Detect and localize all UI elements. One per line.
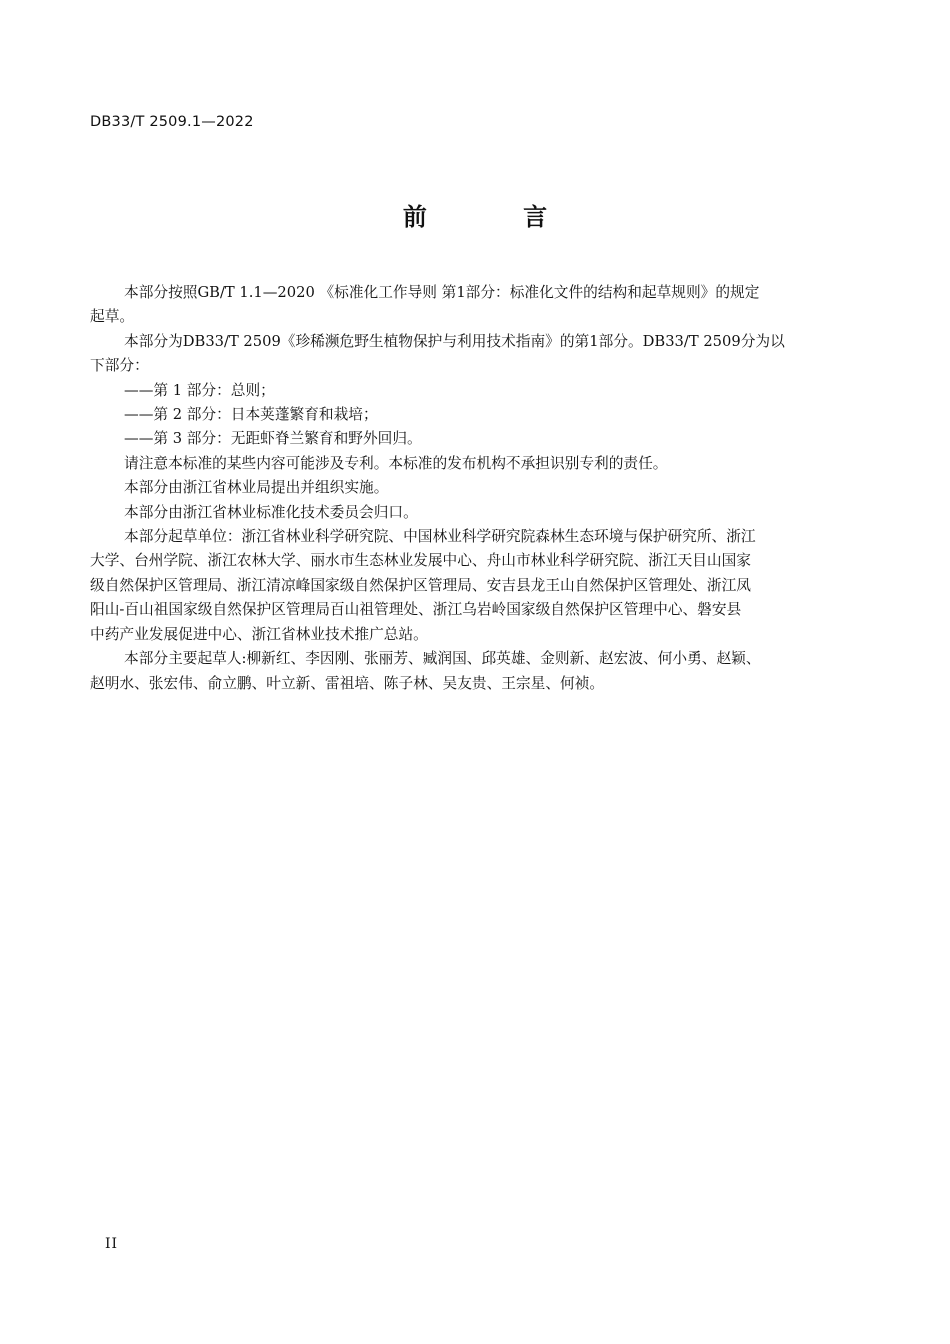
paragraph-line: 本部分由浙江省林业标准化技术委员会归口。 xyxy=(124,503,418,521)
paragraph-line: 起草。 xyxy=(90,308,135,326)
list-item: ——第 2 部分：日本荚蓬繁育和栽培； xyxy=(124,406,378,424)
list-item: ——第 1 部分：总则； xyxy=(124,381,275,399)
paragraph-line: 中药产业发展促进中心、浙江省林业技术推广总站。 xyxy=(90,625,428,643)
paragraph-line: 本部分为DB33/T 2509《珍稀濒危野生植物保护与利用技术指南》的第1部分。DB33/T 2509分为以 xyxy=(124,332,785,350)
list-item: ——第 3 部分：无距虾脊兰繁育和野外回归。 xyxy=(124,430,422,448)
paragraph-line: 本部分由浙江省林业局提出并组织实施。 xyxy=(124,479,389,497)
paragraph-line: 赵明水、张宏伟、俞立鹏、叶立新、雷祖培、陈子林、吴友贵、王宗星、何祯。 xyxy=(90,674,605,692)
standard-code: DB33/T 2509.1—2022 xyxy=(90,114,254,130)
paragraph-line: 大学、台州学院、浙江农林大学、丽水市生态林业发展中心、舟山市林业科学研究院、浙江天目山国家 xyxy=(90,552,751,570)
foreword-body xyxy=(90,281,840,696)
paragraph-line: 请注意本标准的某些内容可能涉及专利。本标准的发布机构不承担识别专利的责任。 xyxy=(124,454,668,472)
paragraph-line: 下部分： xyxy=(90,357,149,375)
page-number: II xyxy=(105,1236,119,1252)
paragraph-line: 本部分主要起草人:柳新红、李因刚、张丽芳、臧润国、邱英雄、金则新、赵宏波、何小勇、赵颖、 xyxy=(124,650,761,668)
paragraph-line: 本部分按照GB/T 1.1—2020 《标准化工作导则 第1部分：标准化文件的结构和起草规则》的规定 xyxy=(124,284,760,301)
paragraph-line: 级自然保护区管理局、浙江清凉峰国家级自然保护区管理局、安吉县龙王山自然保护区管理处、浙江凤 xyxy=(90,576,751,594)
paragraph-line: 本部分起草单位：浙江省林业科学研究院、中国林业科学研究院森林生态环境与保护研究所、浙江 xyxy=(124,528,756,546)
paragraph-line: 阳山-百山祖国家级自然保护区管理局百山祖管理处、浙江乌岩岭国家级自然保护区管理中心、磐安县 xyxy=(90,601,742,619)
page-title: 前 言 xyxy=(402,203,592,231)
